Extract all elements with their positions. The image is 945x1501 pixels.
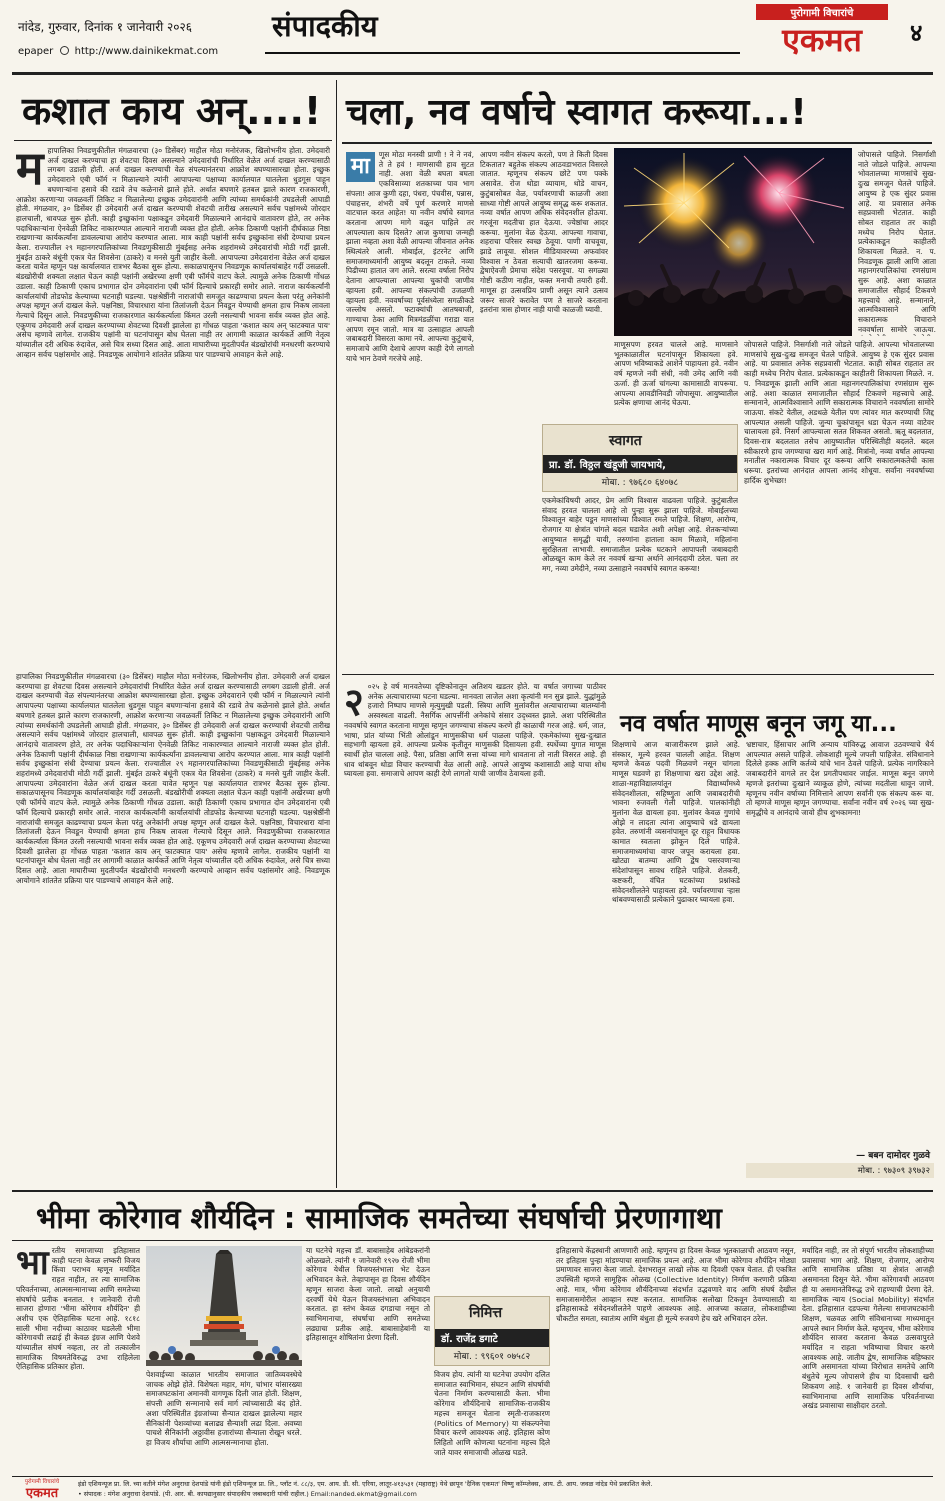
vertical-divider-top [336,80,337,1188]
dateline: नांदेड, गुरुवार, दिनांक १ जानेवारी २०२६ [18,20,193,34]
feature-top-dropcap: मा [346,152,375,182]
feature-mid-col2-text: शिक्षणाचे आज बाजारीकरण झाले आहे. संस्कार, मूल्ये हरवत चालली आहेत. शिक्षण म्हणजे केवळ पदवी मिळवणे नसून चांगला माणूस घडवणे हा शिक्षणाचा खरा उद्देश आहे. शाळा-महाविद्यालयांतून विद्यार्थ्यांमध्ये संवेदनशीलता, सहिष्णुता आणि जबाबदारीची भावना रुजवली गेली पाहिजे. पालकांनीही मुलांना वेळ द्यायला हवा. मुलांवर केवळ गुणांचे ओझे न लादता त्यांना आयुष्याचे धडे द्यायला हवेत. तरुणांनी व्यसनांपासून दूर राहून विधायक कामात स्वतःला झोकून दिले पाहिजे. समाजमाध्यमांचा वापर जपून करायला हवा. खोट्या बातम्या आणि द्वेष पसरवणाऱ्या संदेशांपासून सावध राहिले पाहिजे. शेतकरी, कष्टकरी, वंचित घटकांच्या प्रश्नांकडे संवेदनशीलतेने पाहायला हवे. पर्यावरणाचा ऱ्हास थांबवण्यासाठी प्रत्येकाने पुढाकार घ्यायला हवा. [612,740,740,905]
feature-mid-col1-text: ०२५ हे वर्ष मानवतेच्या दृष्टिकोनातून अतिशय खडतर होते. या वर्षात जगाच्या पाठीवर अनेक अत्याचाराच्या घटना घडल्या. मानवता लाजेल अशा कृत्यांनी मन सुन्न झाले. युद्धांमुळे हजारो निष्पाप माणसे मृत्युमुखी पडली. स्त्रिया आणि मुलांवरील अत्याचाराच्या बातम्यांनी अस्वस्थता वाढली. नैसर्गिक आपत्तींनी अनेकांचे संसार उद्ध्वस्त झाले. अशा परिस्थितीत नववर्षाचे स्वागत करताना माणूस म्हणून जगण्याचा संकल्प करणे ही काळाची गरज आहे. धर्म, जात, भाषा, प्रांत यांच्या भिंती ओलांडून माणुसकीचा धर्म पाळला पाहिजे. एकमेकांच्या सुख-दुःखात सहभागी व्हायला हवे. आपल्या प्रत्येक कृतीतून माणुसकी दिसायला हवी. स्पर्धेच्या युगात माणूस स्वार्थी होत चालला आहे. पैसा, प्रतिष्ठा आणि सत्ता यांच्या मागे धावताना तो नाती विसरत आहे. ही धाव थांबवून थोडा विचार करण्याची वेळ आली आहे. आपले आयुष्य कशासाठी आहे याचा शोध घ्यायला हवा. समाजाचे आपण काही देणे लागतो याची जाणीव ठेवायला हवी. [344,682,606,779]
byline-mid-mobile: मोबा. : ९७३०९ ३९७३२ [746,1163,934,1178]
editorial-text-cont: हापालिका निवडणुकीतील मंगळवारचा (३० डिसेंबर) माहौल मोठा मनोरंजक, खिलोभनीय होता. उमेदवारी अर्ज दाखल करण्याचा हा शेवटचा दिवस असल्याने उमेदवारांची निर्धारित वेळेत अर्ज दाखल करण्यासाठी लगबग उडाली होती. अर्ज दाखल करण्याची वेळ संपल्यानंतरचा आक्रोश बघण्यासारखा होता. इच्छुक उमेदवाराने एबी फॉर्म न मिळाल्याने त्यांनी आपापल्या पक्षाच्या कार्यालयात घातलेला धुडगूस पाहून बघणाऱ्यांना हसावे की रडावे तेच कळेनासे झाले होते. अर्थात बघणारे हतबल झाले कारण राजकारणी, आक्रोश करणाऱ्या जवळवर्ती तिकिट न मिळालेल्या इच्छुक उमेदवारांनी आणि त्यांच्या समर्थकांनी उघडलेली आघाडी होती. मंगळवार, ३० डिसेंबर ही उमेदवारी अर्ज दाखल करण्याची शेवटची तारीख असल्याने सर्वच पक्षांमध्ये जोरदार हालचाली, धावपळ सुरू होती. काही इच्छुकांना पक्षाकडून उमेदवारी मिळाल्याने आनंदाचे वातावरण होते, तर अनेक पदाधिकाऱ्यांना ऐनवेळी तिकिट नाकारण्यात आल्याने नाराजी व्यक्त होत होती. अनेक ठिकाणी पक्षांनी दीर्घकाळ निष्ठा राखणाऱ्या कार्यकर्त्यांना डावलल्याचा आरोप करण्यात आला. मात्र काही पक्षांनी सर्वच इच्छुकांना संधी देण्याचा प्रयत्न केला. राज्यातील २९ महानगरपालिकांच्या निवडणुकीसाठी मुंबईसह अनेक शहरांमध्ये उमेदवारांची मोठी गर्दी झाली. मुंबईत ठाकरे बंधूंनी एकत्र येत शिवसेना (ठाकरे) व मनसे युती जाहीर केली. आपापल्या उमेदवारांना वेळेत अर्ज दाखल करता यावेत म्हणून पक्ष कार्यालयात रात्रभर बैठका सुरू होत्या. सकाळपासूनच निवडणूक कार्यालयांबाहेर गर्दी उसळली. बंडखोरीची शक्यता लक्षात घेऊन काही पक्षांनी अखेरच्या क्षणी एबी फॉर्मचे वाटप केले. त्यामुळे अनेक ठिकाणी गोंधळ उडाला. काही ठिकाणी एकाच प्रभागात दोन उमेदवारांना एबी फॉर्म दिल्याचे प्रकारही समोर आले. नाराज कार्यकर्त्यांनी कार्यालयांची तोडफोड केल्याच्या घटनाही घडल्या. पक्षश्रेष्ठींनी नाराजांची समजूत काढण्याचा प्रयत्न केला परंतु अनेकांनी अपक्ष म्हणून अर्ज दाखल केले. पक्षनिष्ठा, विचारधारा यांना तिलांजली देऊन निवडून येण्याची क्षमता हाच निकष लावला गेल्याचे दिसून आले. निवडणुकीच्या राजकारणात कार्यकर्त्याला किंमत उरली नसल्याची भावना सर्वत्र व्यक्त होत आहे. एकूणच उमेदवारी अर्ज दाखल करण्याच्या शेवटच्या दिवशी झालेला हा गोंधळ पाहता 'कशात काय अन्‌ फाटक्यात पाय' असेच म्हणावे लागेल. राजकीय पक्षांनी या घटनांपासून बोध घेतला नाही तर आगामी काळात कार्यकर्ते आणि नेतृत्व यांच्यातील दरी अधिक रुंदावेल, असे चित्र सध्या दिसत आहे. आता माघारीच्या मुदतीपर्यंत बंडखोरांची मनधरणी करण्याचे आव्हान सर्वच पक्षांसमोर आहे. निवडणूक आयोगाने शांततेत प्रक्रिया पार पाडण्याचे आवाहन केले आहे. [16,672,330,885]
footer-imprint-2: • संपादक : मंगेश अनुराधा देशपांडे. (पी. आर. बी. कायद्यानुसार संपादकीय जबाबदारी यांची राहील.) Email:nanded.ekmat@gmail.com [78,1490,417,1498]
feature-bottom-rule [12,1240,933,1241]
fireworks-illustration [614,148,852,336]
feature-mid-col2 [612,740,740,1182]
monument-illustration [146,1246,302,1366]
footer-imprint-1: इंडो एशियन्यूज प्रा. लि. च्या वतीने मंगेश अनुराधा देशपांडे यांनी इंडो एशियन्यूज प्रा. लि., प्लॉट नं. ८८/३, एम. आय. डी. सी. एरिया, लातूर-४१३५३१ (महाराष्ट्र) येथे छापून 'दैनिक एकमत' विष्णु कॉम्प्लेक्स, आय. टी. आय. जवळ नांदेड येथे प्रकाशित केले. [78,1480,653,1488]
feature-top-col2-text: आपण नवीन संकल्प करतो, पण ते किती दिवस टिकतात? बहुतेक संकल्प आठवडाभरात विसरले जातात. म्हणूनच संकल्प छोटे पण पक्के असावेत. रोज थोडा व्यायाम, थोडे वाचन, कुटुंबासोबत वेळ, पर्यावरणाची काळजी अशा साध्या गोष्टी आपले आयुष्य समृद्ध करू शकतात. नव्या वर्षात आपण अधिक संवेदनशील होऊया. गरजूंना मदतीचा हात देऊया. ज्येष्ठांचा आदर करूया. मुलांना वेळ देऊया. आपल्या गावाचा, शहराचा परिसर स्वच्छ ठेवूया. पाणी वाचवूया, झाडे लावूया. सोशल मीडियावरच्या अफवांवर विश्वास न ठेवता सत्याची खातरजमा करूया. द्वेषाऐवजी प्रेमाचा संदेश पसरवूया. या सगळ्या गोष्टी कठीण नाहीत, फक्त मनाची तयारी हवी. माणूस हा उत्सवप्रिय प्राणी असून त्याने उत्सव जरूर साजरे करावेत पण ते साजरे करताना इतरांना त्रास होणार नाही याची काळजी घ्यावी. [480,150,608,315]
feature-bottom-col3-text: या घटनेचे महत्त्व डॉ. बाबासाहेब आंबेडकरांनी ओळखले. त्यांनी १ जानेवारी १९२७ रोजी भीमा कोरेगाव येथील विजयस्तंभाला भेट देऊन अभिवादन केले. तेव्हापासून हा दिवस शौर्यदिन म्हणून साजरा केला जातो. लाखो अनुयायी दरवर्षी येथे येऊन विजयस्तंभाला अभिवादन करतात. हा स्तंभ केवळ दगडाचा नसून तो स्वाभिमानाचा, संघर्षाचा आणि समतेच्या लढ्याचा प्रतीक आहे. बाबासाहेबांनी या इतिहासातून शोषितांना प्रेरणा दिली. [306,1246,430,1343]
feature-top-col1-text: णूस मोठा मनस्वी प्राणी ! ने ने नवं, ते ते हवं ! माणसाची हाव सुटत नाही. अशा वेळी बघता बघता एकविसाव्या शतकाच्या पाव भाग संपला! आज कुणी दहा, पंधरा, पंचवीस, पन्नास, पंचाहत्तर, शंभरी वर्षे पूर्ण करणारे माणसे वाटचाल करत आहेत! या नवीन वर्षाचे स्वागत करताना आपण मागे वळून पाहिले तर आपल्याला काय दिसते? आज कुणाचा जन्मही झाला नव्हता अशा वेळी आपल्या जीवनात अनेक स्थित्यंतरे आली. मोबाईल, इंटरनेट आणि समाजमाध्यमांनी आयुष्य बदलून टाकले. नव्या पिढीच्या हातात जग आले. सरत्या वर्षाला निरोप देताना आपल्याला आपल्या चुकांची जाणीव व्हायला हवी. आपल्या संकल्पांची उजळणी व्हायला हवी. नववर्षाच्या पूर्वसंध्येला सगळीकडे जल्लोष असतो. फटाक्यांची आतषबाजी, गाण्याचा ठेका आणि मित्रमंडळींचा गराडा यात आपण रमून जातो. मात्र या उत्साहात आपली जबाबदारी विसरता कामा नये. आपल्या कुटुंबाचे, समाजाचे आणि देशाचे आपण काही देणे लागतो याचे भान ठेवणे गरजेचे आहे. [346,150,474,363]
feature-top-col4 [858,150,936,336]
footer-brand [12,1478,72,1500]
feature-bottom-col1-text: रतीय समाजाच्या इतिहासात काही घटना केवळ लष्करी विजय किंवा पराभव म्हणून मर्यादित राहत नाहीत, तर त्या सामाजिक परिवर्तनाच्या, आत्मसन्मानाच्या आणि समतेच्या संघर्षाचे प्रतीक बनतात. १ जानेवारी रोजी साजरा होणारा 'भीमा कोरेगाव शौर्यदिन' ही अशीच एक ऐतिहासिक घटना आहे. १८१८ साली भीमा नदीच्या काठावर घडलेली भीमा कोरेगावची लढाई ही केवळ इंग्रज आणि पेशवे यांच्यातील संघर्ष नव्हता, तर तो तत्कालीन सामाजिक विषमतेविरुद्ध उभा राहिलेला ऐतिहासिक प्रतिकार होता. [16,1246,140,1372]
feature-top-col4-lower [744,340,934,670]
feature-top-col4-lower-text: जोपासले पाहिजे. निसर्गाशी नाते जोडले पाहिजे. आपल्या भोवतालच्या माणसांचे सुख-दुःख समजून घेतले पाहिजे. आयुष्य हे एक सुंदर प्रवास आहे. या प्रवासात अनेक सहप्रवासी भेटतात. काही सोबत राहतात तर काही मध्येच निरोप घेतात. प्रत्येकाकडून काहीतरी शिकायला मिळते. न. प. निवडणूक झाली आणि आता महानगरपालिकांचा रणसंग्राम सुरू आहे. अशा काळात समाजातील सौहार्द टिकवणे महत्त्वाचे आहे. सन्मानाने, आत्मविश्वासाने आणि सकारात्मक विचाराने नववर्षाला सामोरे जाऊया. संकटे येतील, अडथळे येतील पण त्यांवर मात करण्याची जिद्द आपल्यात असली पाहिजे. जुन्या चुकांपासून धडा घेऊन नव्या वाटेवर चालायला हवे. निसर्ग आपल्याला सतत शिकवत असतो. ऋतू बदलतात, दिवस-रात्र बदलतात तसेच आयुष्यातील परिस्थितीही बदलते. बदल स्वीकारणे हाच जगण्याचा खरा मार्ग आहे. मित्रांनो, नव्या वर्षात आपल्या मनातील नकारात्मक विचार दूर करूया आणि सकारात्मकतेची कास धरूया. इतरांच्या आनंदात आपला आनंद शोधूया. सर्वांना नववर्षाच्या हार्दिक शुभेच्छा! [744,340,934,485]
feature-top-col1 [346,150,474,670]
feature-bottom-col2 [146,1370,302,1472]
footer-brand-name: एकमत [25,1486,59,1501]
feature-top-col4-text: जोपासले पाहिजे. निसर्गाशी नाते जोडले पाहिजे. आपल्या भोवतालच्या माणसांचे सुख-दुःख समजून घेतले पाहिजे. आयुष्य हे एक सुंदर प्रवास आहे. या प्रवासात अनेक सहप्रवासी भेटतात. काही सोबत राहतात तर काही मध्येच निरोप घेतात. प्रत्येकाकडून काहीतरी शिकायला मिळते. न. प. निवडणूक झाली आणि आता महानगरपालिकांचा रणसंग्राम सुरू आहे. अशा काळात समाजातील सौहार्द टिकवणे महत्त्वाचे आहे. सन्मानाने, आत्मविश्वासाने आणि सकारात्मक विचाराने नववर्षाला सामोरे जाऊया. [858,150,936,334]
editorial-head-rule [14,140,332,141]
editorial-body-cont [16,672,330,1188]
feature-bottom-col3b-text: विजय होय. त्यांनी या घटनेचा उपयोग दलित समाजात स्वाभिमान, संघटन आणि संघर्षाची चेतना निर्माण करण्यासाठी केला. भीमा कोरेगाव शौर्यदिनाचे सामाजिक-राजकीय महत्त्व समजून घेताना स्मृती-राजकारण (Politics of Memory) या संकल्पनेचा विचार करणे आवश्यक आहे. इतिहास कोण लिहितो आणि कोणत्या घटनांना महत्त्व दिले जाते यावर समाजाची ओळख घडते. [434,1370,550,1457]
epaper-label: epaper [18,46,54,57]
feature-bottom-col5 [802,1246,934,1472]
feature-bottom-col3 [306,1246,430,1472]
globe-icon [60,46,69,55]
editorial-dropcap: म [16,146,44,195]
byline-mobile: मोबा. : ९७६८० ६४०७८ [601,478,679,488]
top-rule [12,72,933,75]
feature-mid-col3-text: भ्रष्टाचार, हिंसाचार आणि अन्याय यांविरुद्ध आवाज उठवण्याचे धैर्य आपल्यात असले पाहिजे. लोकशाही मूल्ये जपली पाहिजेत. संविधानाने दिलेले हक्क आणि कर्तव्ये यांचे भान ठेवले पाहिजे. प्रत्येक नागरिकाने जबाबदारीने वागले तर देश प्रगतीपथावर जाईल. माणूस बनून जगणे म्हणजे इतरांच्या दुःखाने व्याकूळ होणे, त्यांच्या मदतीला धावून जाणे. म्हणूनच नवीन वर्षाच्या निमित्ताने आपण सर्वांनी एक संकल्प करू या. तो म्हणजे माणूस म्हणून जगण्याचा. सर्वांना नवीन वर्ष २०२६ च्या सुख-समृद्धीचे व आनंदाचे जावो हीच शुभकामना! [746,740,934,817]
feature-bottom-headline: भीमा कोरेगाव शौर्यदिन : सामाजिक समतेच्या संघर्षाची प्रेरणागाथा [36,1201,722,1235]
byline-label: स्वागत [609,433,642,449]
feature-bottom-dropcap: भा [16,1246,49,1283]
footer-brand-tagline: पुरोगामी विचारांचे [24,1479,60,1485]
section-title: संपादकीय [272,9,378,43]
feature-top-rule [342,142,932,144]
feature-top-col3b [542,496,738,670]
byline-bottom-label: निमित्त [469,1305,503,1321]
feature-top-col3-text: माणूसपण हरवत चालले आहे. माणसाने भूतकाळातील घटनांपासून शिकायला हवे. आपण भविष्याकडे आशेने पाहायला हवे. नवीन वर्ष म्हणजे नवी संधी, नवी उमेद आणि नवी ऊर्जा. ही ऊर्जा चांगल्या कामासाठी वापरूया. आपल्या आवडीनिवडी जोपासूया. आयुष्यातील प्रत्येक क्षणाचा आनंद घेऊया. [614,340,738,408]
editorial-text: हापालिका निवडणुकीतील मंगळवारचा (३० डिसेंबर) माहौल मोठा मनोरंजक, खिलोभनीय होता. उमेदवारी अर्ज दाखल करण्याचा हा शेवटचा दिवस असल्याने उमेदवारांची निर्धारित वेळेत अर्ज दाखल करण्यासाठी लगबग उडाली होती. अर्ज दाखल करण्याची वेळ संपल्यानंतरचा आक्रोश बघण्यासारखा होता. इच्छुक उमेदवाराने एबी फॉर्म न मिळाल्याने त्यांनी आपापल्या पक्षाच्या कार्यालयात घातलेला धुडगूस पाहून बघणाऱ्यांना हसावे की रडावे तेच कळेनासे झाले होते. अर्थात बघणारे हतबल झाले कारण राजकारणी, आक्रोश करणाऱ्या जवळवर्ती तिकिट न मिळालेल्या इच्छुक उमेदवारांनी आणि त्यांच्या समर्थकांनी उघडलेली आघाडी होती. मंगळवार, ३० डिसेंबर ही उमेदवारी अर्ज दाखल करण्याची शेवटची तारीख असल्याने सर्वच पक्षांमध्ये जोरदार हालचाली, धावपळ सुरू होती. काही इच्छुकांना पक्षाकडून उमेदवारी मिळाल्याने आनंदाचे वातावरण होते, तर अनेक पदाधिकाऱ्यांना ऐनवेळी तिकिट नाकारण्यात आल्याने नाराजी व्यक्त होत होती. अनेक ठिकाणी पक्षांनी दीर्घकाळ निष्ठा राखणाऱ्या कार्यकर्त्यांना डावलल्याचा आरोप करण्यात आला. मात्र काही पक्षांनी सर्वच इच्छुकांना संधी देण्याचा प्रयत्न केला. राज्यातील २९ महानगरपालिकांच्या निवडणुकीसाठी मुंबईसह अनेक शहरांमध्ये उमेदवारांची मोठी गर्दी झाली. मुंबईत ठाकरे बंधूंनी एकत्र येत शिवसेना (ठाकरे) व मनसे युती जाहीर केली. आपापल्या उमेदवारांना वेळेत अर्ज दाखल करता यावेत म्हणून पक्ष कार्यालयात रात्रभर बैठका सुरू होत्या. सकाळपासूनच निवडणूक कार्यालयांबाहेर गर्दी उसळली. बंडखोरीची शक्यता लक्षात घेऊन काही पक्षांनी अखेरच्या क्षणी एबी फॉर्मचे वाटप केले. त्यामुळे अनेक ठिकाणी गोंधळ उडाला. काही ठिकाणी एकाच प्रभागात दोन उमेदवारांना एबी फॉर्म दिल्याचे प्रकारही समोर आले. नाराज कार्यकर्त्यांनी कार्यालयांची तोडफोड केल्याच्या घटनाही घडल्या. पक्षश्रेष्ठींनी नाराजांची समजूत काढण्याचा प्रयत्न केला परंतु अनेकांनी अपक्ष म्हणून अर्ज दाखल केले. पक्षनिष्ठा, विचारधारा यांना तिलांजली देऊन निवडून येण्याची क्षमता हाच निकष लावला गेल्याचे दिसून आले. निवडणुकीच्या राजकारणात कार्यकर्त्याला किंमत उरली नसल्याची भावना सर्वत्र व्यक्त होत आहे. एकूणच उमेदवारी अर्ज दाखल करण्याच्या शेवटच्या दिवशी झालेला हा गोंधळ पाहता 'कशात काय अन्‌ फाटक्यात पाय' असेच म्हणावे लागेल. राजकीय पक्षांनी या घटनांपासून बोध घेतला नाही तर आगामी काळात कार्यकर्ते आणि नेतृत्व यांच्यातील दरी अधिक रुंदावेल, असे चित्र सध्या दिसत आहे. आता माघारीच्या मुदतीपर्यंत बंडखोरांची मनधरणी करण्याचे आव्हान सर्वच पक्षांसमोर आहे. निवडणूक आयोगाने शांततेत प्रक्रिया पार पाडण्याचे आवाहन केले आहे. [16,146,330,359]
byline-bottom-mobile: मोबा. : ९९६०१ ०७५८२ [453,1352,531,1362]
feature-bottom-col5-text: मर्यादित नाही, तर तो संपूर्ण भारतीय लोकशाहीच्या प्रवासाचा भाग आहे. शिक्षण, रोजगार, आरोग्य आणि सामाजिक प्रतिष्ठा या क्षेत्रांत आजही असमानता दिसून येते. भीमा कोरेगावची आठवण ही या असमानतेविरुद्ध उभे राहण्याची प्रेरणा देते. सामाजिक न्याय (Social Mobility) संदर्भात देता. इतिहासात दडपल्या गेलेल्या समाजघटकांनी शिक्षण, चळवळ आणि संविधानाच्या माध्यमातून आपले स्थान निर्माण केले. म्हणूनच, भीमा कोरेगाव शौर्यदिन साजरा करताना केवळ उत्सवापुरते मर्यादित न राहता भविष्याचा विचार करणे आवश्यक आहे. जातीय द्वेष, सामाजिक बहिष्कार आणि असमानता यांच्या विरोधात समतेचे आणि बंधुतेचे मूल्य जोपासणे हीच या दिवसाची खरी शिकवण आहे. १ जानेवारी हा दिवस शौर्याचा, स्वाभिमानाचा आणि सामाजिक परिवर्तनाच्या अखंड प्रवासाचा साक्षीदार ठरतो. [802,1246,934,1411]
byline-mid-author: — बबन दामोदर गुळवे [856,1151,930,1161]
masthead [0,0,945,72]
feature-top-col3b-text: एकमेकांविषयी आदर, प्रेम आणि विश्वास वाढवला पाहिजे. कुटुंबातील संवाद हरवत चालला आहे तो पुन्हा सुरू झाला पाहिजे. मोबाईलच्या विश्वातून बाहेर पडून माणसांच्या विश्वात रमले पाहिजे. शिक्षण, आरोग्य, रोजगार या क्षेत्रांत चांगले बदल घडावेत अशी अपेक्षा आहे. शेतकऱ्यांच्या आयुष्यात समृद्धी यावी, तरुणांना हाताला काम मिळावे, महिलांना सुरक्षितता लाभावी. समाजातील प्रत्येक घटकाने आपापली जबाबदारी ओळखून काम केले तर नववर्ष खऱ्या अर्थाने आनंददायी ठरेल. चला तर मग, नव्या उमेदीने, नव्या उत्साहाने नववर्षाचे स्वागत करूया! [542,496,738,573]
brand-logo [742,4,902,66]
feature-mid-col3 [746,740,934,1142]
feature-top-byline [542,424,738,492]
feature-bottom-col4-text: इतिहासाचे केंद्रस्थानी आणणारी आहे. म्हणूनच हा दिवस केवळ भूतकाळाची आठवण नसून, तर इतिहास पुन्हा मांडण्याचा सामाजिक प्रयत्न आहे. आज भीमा कोरेगाव शौर्यदिन मोठ्या प्रमाणावर साजरा केला जातो. देशभरातून लाखो लोक या दिवशी एकत्र येतात. ही एकत्रित उपस्थिती म्हणजे सामूहिक ओळख (Collective Identity) निर्माण करणारी प्रक्रिया आहे. मात्र, भीमा कोरेगाव शौर्यदिनाच्या संदर्भात उद्भवणारे वाद आणि संघर्ष देखील समाजासमोरील आव्हान स्पष्ट करतात. सामाजिक सलोखा टिकवून ठेवण्यासाठी या इतिहासाकडे संवेदनशीलतेने पाहणे आवश्यक आहे. आजच्या काळात, लोकशाहीच्या चौकटीत समता, स्वातंत्र्य आणि बंधुता ही मूल्ये रुजवणे हेच खरे अभिवादन ठरेल. [556,1246,796,1323]
fireworks-photo [614,148,852,336]
feature-top-headline: चला, नव वर्षाचे स्वागत करूया...! [346,92,807,133]
feature-mid-headline: नव वर्षात माणूस बनून जगू या... [620,711,897,737]
feature-top-col3 [614,340,738,418]
footer [12,1478,933,1500]
byline-bottom-author: डॉ. राजेंद्र डगाटे [435,1329,549,1347]
epaper-line [18,46,218,57]
masthead-rule [265,52,740,54]
feature-bottom-col1 [16,1246,140,1472]
bottom-section-rule [12,1190,933,1192]
byline-author: प्रा. डॉ. विठ्ठल खंडूजी जायभाये, [543,455,737,473]
feature-bottom-col4 [556,1246,796,1472]
brand-tagline: पुरोगामी विचारांचे [756,4,888,20]
feature-bottom-byline [434,1296,550,1366]
brand-name: एकमत [782,21,862,59]
feature-mid-col1 [344,682,606,1182]
monument-photo [146,1246,302,1366]
feature-bottom-col3b [434,1370,550,1472]
feature-mid-dropcap: २ [344,682,364,724]
feature-bottom-col2-text: पेशवाईच्या काळात भारतीय समाजात जातिव्यवस्थेचे जाचक ओझे होते. विशेषतः महार, मांग, चांभार यांसारख्या समाजघटकांना अमानवी वागणूक दिली जात होती. शिक्षण, संपत्ती आणि सन्मानाचे सर्व मार्ग त्यांच्यासाठी बंद होते. अशा परिस्थितीत इंग्रजांच्या सैन्यात दाखल झालेल्या महार सैनिकांनी पेशव्यांच्या बलाढ्य सैन्याशी लढा दिला. अवघ्या पाचशे सैनिकांनी अठ्ठावीस हजारांच्या सैन्याला रोखून धरले. हा विजय शौर्याचा आणि आत्मसन्मानाचा होता. [146,1370,302,1447]
page-number: ४ [910,19,923,47]
epaper-url[interactable]: http://www.dainikekmat.com [74,46,219,57]
footer-rule [12,1476,933,1477]
editorial-body [16,146,330,668]
mid-rule [342,674,934,675]
feature-mid-byline [746,1146,934,1182]
editorial-headline: कशात काय अन्‌....! [22,89,322,133]
